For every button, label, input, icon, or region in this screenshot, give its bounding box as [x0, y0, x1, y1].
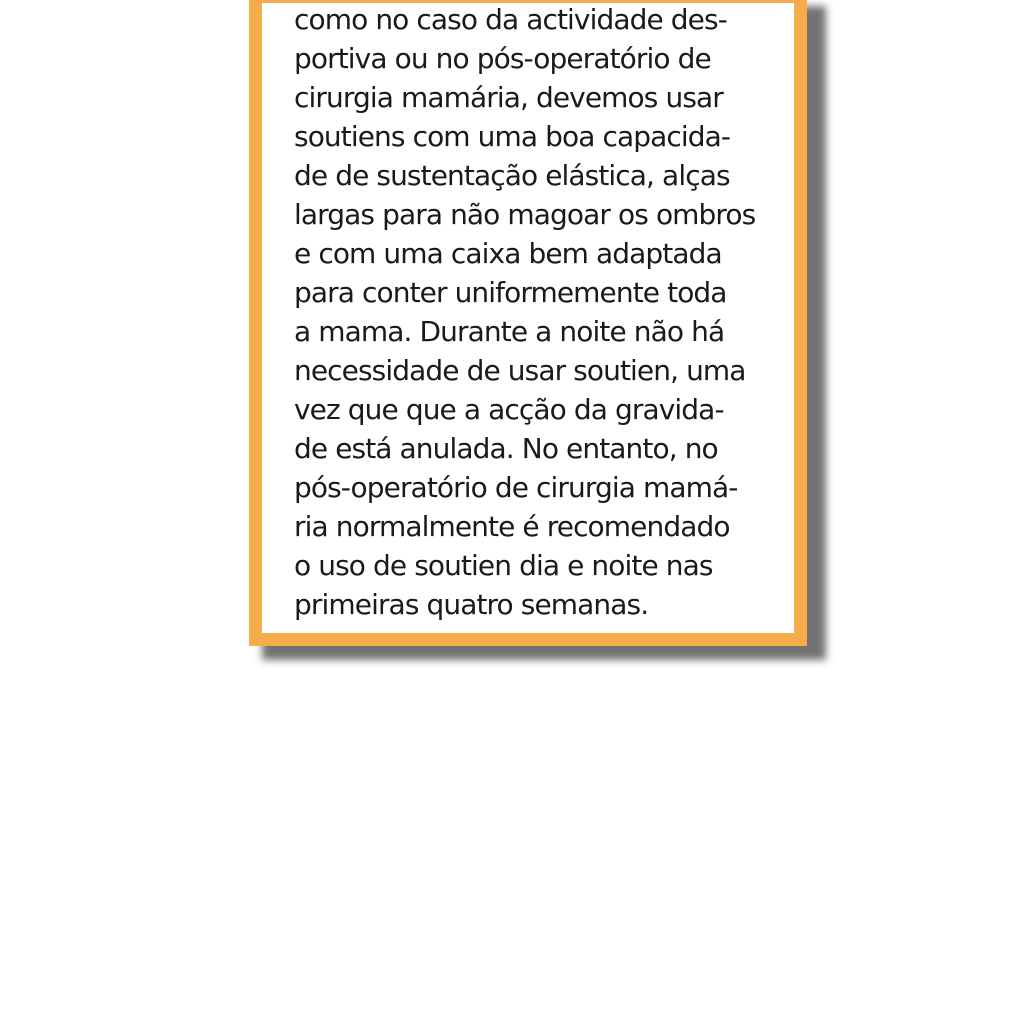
text-line: primeiras quatro semanas.: [294, 588, 649, 621]
text-line: portiva ou no pós-operatório de: [294, 42, 711, 75]
text-line: soutiens com uma boa capacida-: [294, 120, 731, 153]
text-line: necessidade de usar soutien, uma: [294, 354, 746, 387]
text-line: de está anulada. No entanto, no: [294, 432, 718, 465]
text-line: pós-operatório de cirurgia mamá-: [294, 471, 738, 504]
text-line: cirurgia mamária, devemos usar: [294, 81, 723, 114]
text-line: para conter uniformemente toda: [294, 276, 727, 309]
text-line: de de sustentação elástica, alças: [294, 159, 730, 192]
text-line: largas para não magoar os ombros: [294, 198, 756, 231]
text-line: vez que que a acção da gravida-: [294, 393, 724, 426]
text-box-body: [294, 0, 794, 624]
text-line: o uso de soutien dia e noite nas: [294, 549, 713, 582]
text-line: a mama. Durante a noite não há: [294, 315, 725, 348]
text-line: e com uma caixa bem adaptada: [294, 237, 722, 270]
text-line: ria normalmente é recomendado: [294, 510, 730, 543]
text-line: como no caso da actividade des-: [294, 3, 727, 36]
